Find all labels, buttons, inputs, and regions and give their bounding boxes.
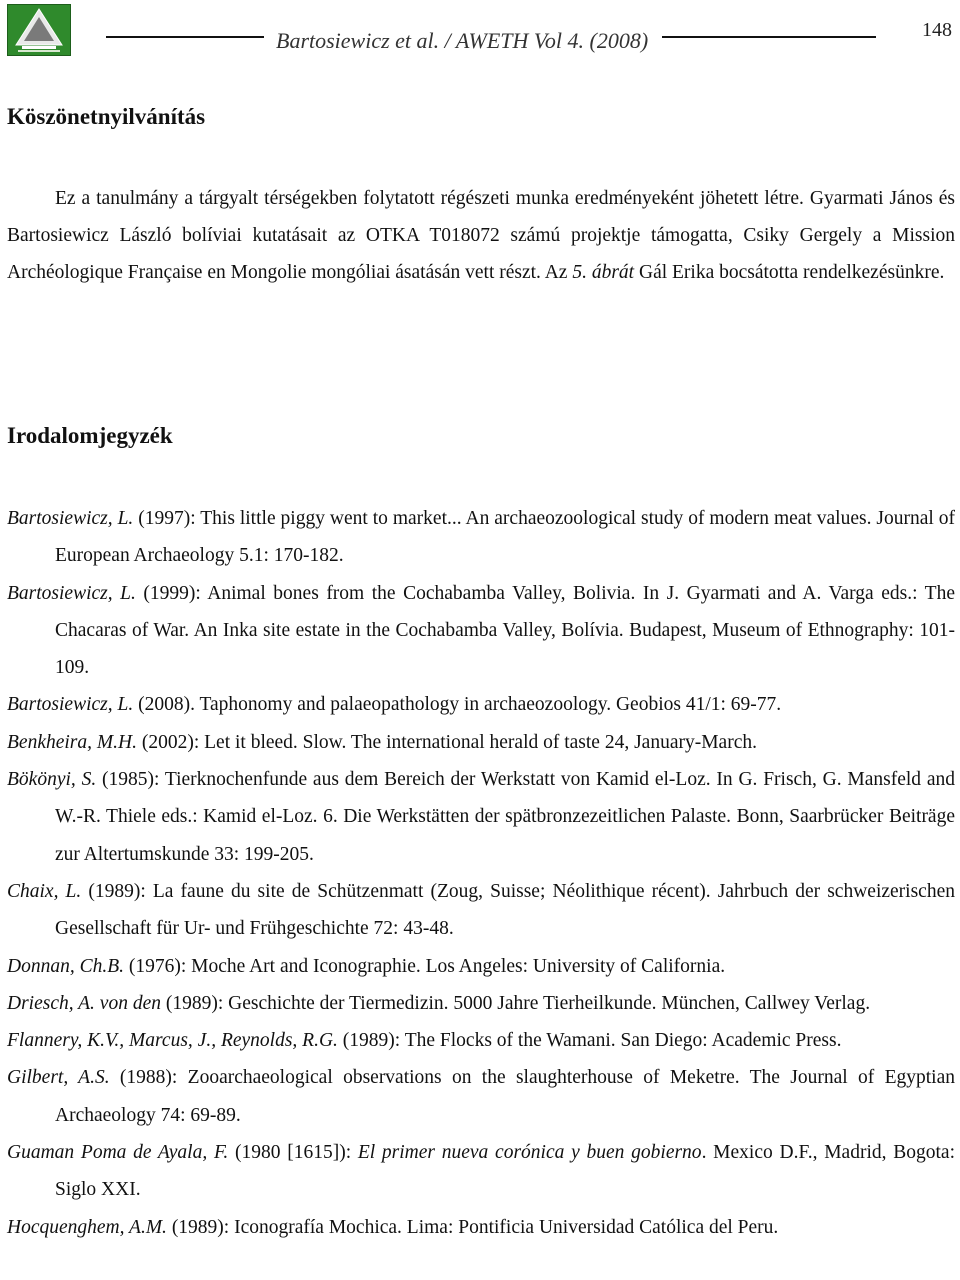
reference-author: Bartosiewicz, L. (7, 582, 136, 604)
reference-item (7, 1059, 955, 1134)
reference-author: Bartosiewicz, L. (7, 694, 134, 716)
reference-author: Chaix, L. (7, 880, 82, 902)
reference-item (7, 724, 955, 761)
reference-author: Benkheira, M.H. (7, 731, 137, 753)
reference-text-after: . Mexico D.F., Madrid, Bogota: Siglo XXI. (55, 1142, 955, 1201)
acknowledgements-title: Köszönetnyilvánítás (7, 104, 206, 129)
reference-text: (1976): Moche Art and Iconographie. Los Angeles: University of California. (124, 955, 726, 977)
reference-item (7, 985, 955, 1022)
reference-text: (1999): Animal bones from the Cochabamba Valley, Bolivia. In J. Gyarmati and A. Varga eds.: The Chacaras of War. An Inka site estate in the Cochabamba Valley, Bolívia. Budapest, Museum of Ethnography: 101-109. (55, 582, 955, 679)
ack-figure-ref: 5. ábrát (572, 262, 635, 284)
reference-author: Bartosiewicz, L. (7, 508, 134, 529)
reference-list (7, 500, 955, 1246)
reference-author: Hocquenghem, A.M. (7, 1216, 167, 1238)
acknowledgements-paragraph (7, 180, 955, 292)
reference-text: (1989): Geschichte der Tiermedizin. 5000 Jahre Tierheilkunde. München, Callwey Verlag. (160, 992, 871, 1014)
reference-item (7, 1134, 955, 1209)
reference-item (7, 1209, 955, 1246)
header-rule-right (662, 36, 876, 38)
references-title: Irodalomjegyzék (7, 423, 173, 448)
reference-item (7, 873, 955, 948)
logo-graphic (8, 5, 70, 55)
reference-author: Guaman Poma de Ayala, F. (7, 1142, 229, 1164)
reference-text: (1989): The Flocks of the Wamani. San Diego: Academic Press. (337, 1030, 842, 1052)
header-rule-left (106, 36, 264, 38)
reference-item (7, 761, 955, 873)
reference-author: Driesch, A. von den (7, 992, 161, 1014)
reference-author: Flannery, K.V., Marcus, J., Reynolds, R.G. (7, 1030, 338, 1052)
reference-item (7, 1022, 955, 1059)
aweth-logo-icon (7, 4, 71, 56)
reference-text: (2002): Let it bleed. Slow. The international herald of taste 24, January-March. (136, 731, 757, 753)
running-head: Bartosiewicz et al. / AWETH Vol 4. (2008) (276, 28, 649, 53)
ack-text-1: Ez a tanulmány a tárgyalt térségekben folytatott régészeti munka eredményeként jöhetett létre. Gyarmati János és Bartosiewicz László bolíviai kutatásait az OTKA T018072 számú projektje támogatta, Csiky Gergely a Mission Archéologique Française en Mongolie mongóliai ásatásán vett részt. Az (7, 188, 955, 284)
reference-item (7, 948, 955, 985)
reference-italic-title: El primer nueva corónica y buen gobierno (357, 1142, 702, 1164)
page-number: 148 (922, 19, 952, 41)
reference-text: (1989): La faune du site de Schützenmatt (Zoug, Suisse; Néolithique récent). Jahrbuch der schweizerischen Gesellschaft für Ur- und Frühgeschichte 72: 43-48. (55, 880, 955, 940)
reference-item (7, 500, 955, 575)
reference-text: (1980 [1615]): (228, 1142, 358, 1164)
reference-text: (1988): Zooarchaeological observations on the slaughterhouse of Meketre. The Journal of Egyptian Archaeology 74: 69-89. (55, 1067, 955, 1126)
reference-author: Donnan, Ch.B. (7, 955, 124, 977)
ack-text-2: Gál Erika bocsátotta rendelkezésünkre. (634, 262, 945, 284)
reference-text: (1997): This little piggy went to market... An archaeozoological study of modern meat values. Journal of European Archaeology 5.1: 170-182. (55, 508, 956, 567)
reference-text: (1985): Tierknochenfunde aus dem Bereich der Werkstatt von Kamid el-Loz. In G. Frisch, G. Mansfeld and W.-R. Thiele eds.: Kamid el-Loz. 6. Die Werkstätten der spätbronzezeitlichen Palaste. Bonn, Saarbrücker Beiträge zur Altertumskunde 33: 199-205. (55, 769, 955, 865)
reference-text: (2008). Taphonomy and palaeopathology in archaeozoology. Geobios 41/1: 69-77. (133, 694, 782, 716)
reference-item (7, 575, 955, 687)
reference-text: (1989): Iconografía Mochica. Lima: Pontificia Universidad Católica del Peru. (166, 1216, 779, 1238)
page-header (0, 0, 960, 62)
reference-author: Bökönyi, S. (7, 769, 97, 791)
reference-item (7, 686, 955, 723)
reference-author: Gilbert, A.S. (7, 1067, 110, 1089)
